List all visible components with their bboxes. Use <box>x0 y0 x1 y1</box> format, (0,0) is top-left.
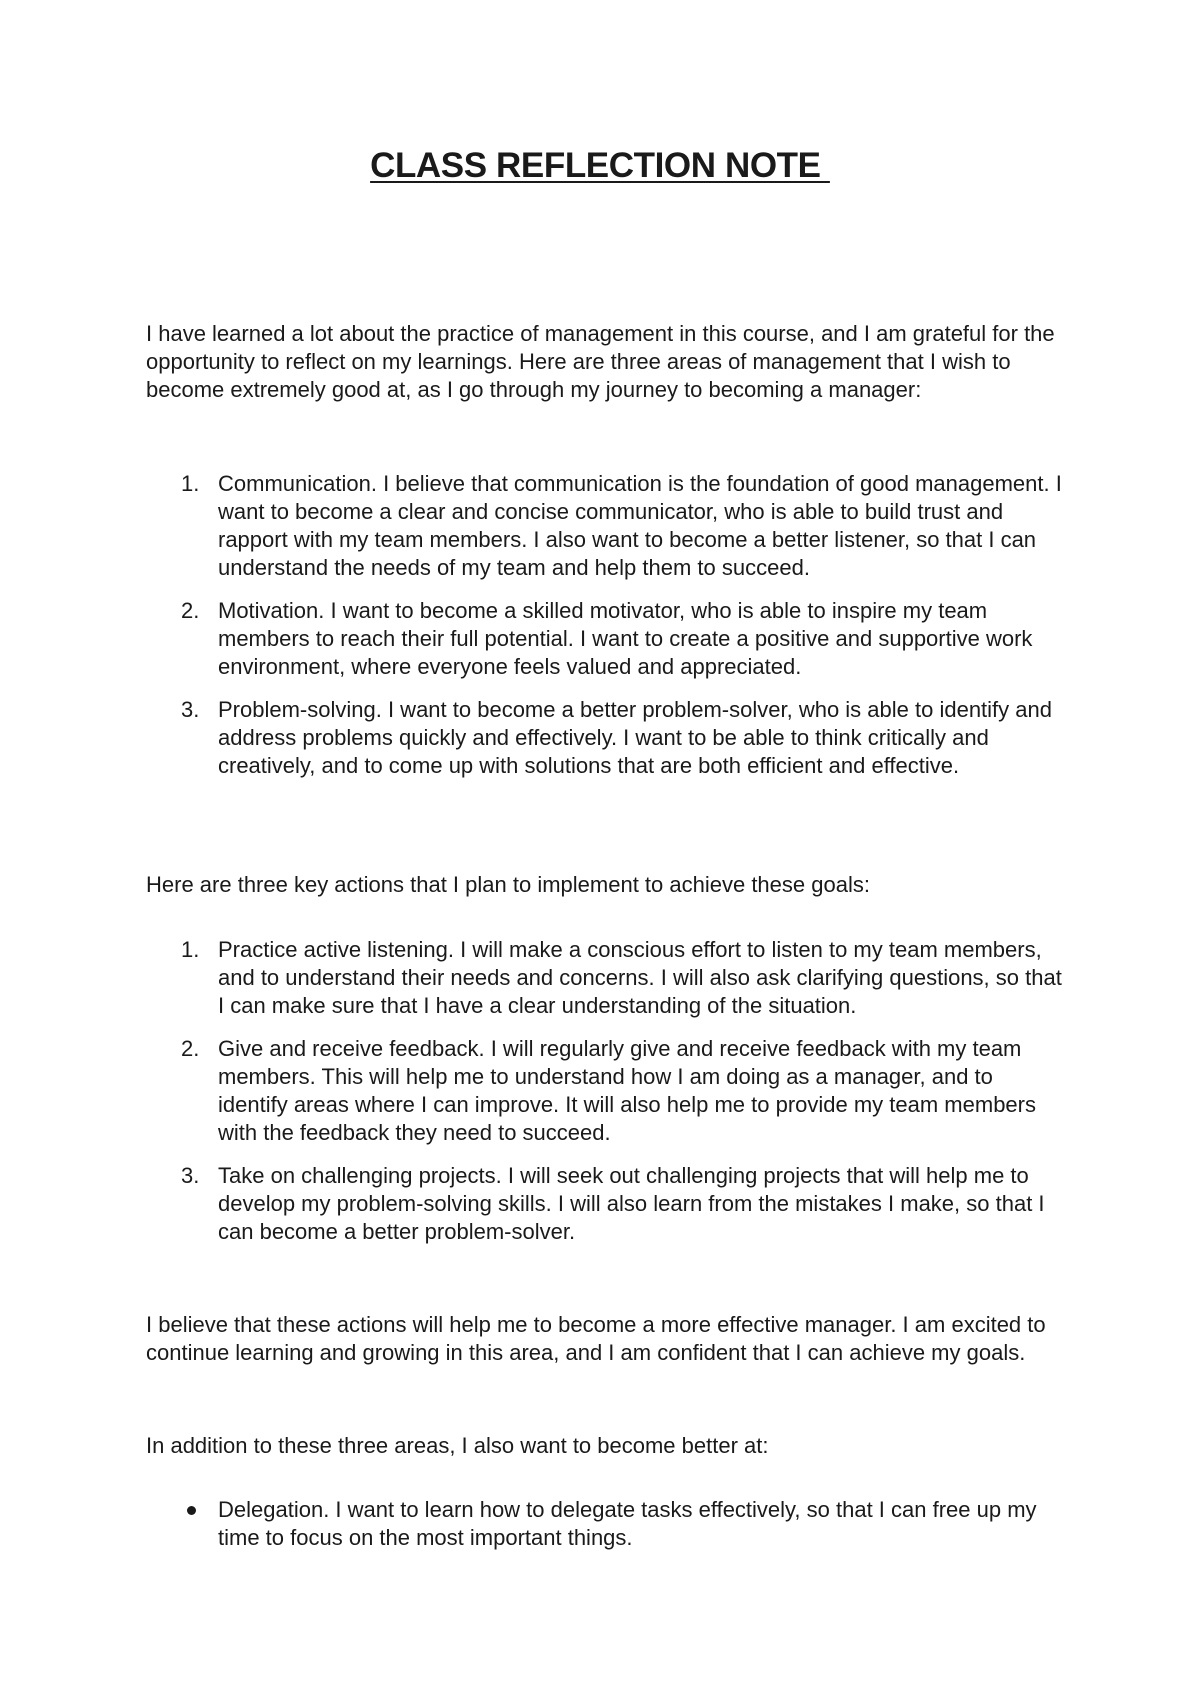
list-item-text: Delegation. I want to learn how to delegate tasks effectively, so that I can free up my time to focus on the most important things. <box>218 1497 1037 1550</box>
list-item-text: Give and receive feedback. I will regularly give and receive feedback with my team members. This will help me to understand how I am doing as a manager, and to identify areas where I can improve. It will also help me to provide my team members with the feedback they need to succeed. <box>218 1036 1036 1145</box>
list-item <box>146 1496 1066 1552</box>
bullet-icon <box>187 1506 196 1515</box>
list-item-text: Motivation. I want to become a skilled motivator, who is able to inspire my team members to reach their full potential. I want to create a positive and supportive work environment, where everyone feels valued and appreciated. <box>218 598 1033 679</box>
document-title: CLASS REFLECTION NOTE <box>370 146 830 185</box>
list-item-text: Practice active listening. I will make a conscious effort to listen to my team members, and to understand their needs and concerns. I will also ask clarifying questions, so that I can make sure that I have a clear understanding of the situation. <box>218 937 1062 1018</box>
list-item-text: Communication. I believe that communication is the foundation of good management. I want to become a clear and concise communicator, who is able to build trust and rapport with my team members. I also want to become a better listener, so that I can understand the needs of my team and help them to succeed. <box>218 471 1062 580</box>
list-item-text: Problem-solving. I want to become a better problem-solver, who is able to identify and address problems quickly and effectively. I want to be able to think critically and creatively, and to come up with solutions that are both efficient and effective. <box>218 697 1052 778</box>
additional-list <box>146 1496 1066 1552</box>
additional-intro-paragraph: In addition to these three areas, I also want to become better at: <box>146 1433 769 1458</box>
list-number: 1. <box>181 471 200 496</box>
areas-list <box>146 470 1066 780</box>
list-item <box>146 470 1066 582</box>
intro-paragraph: I have learned a lot about the practice of management in this course, and I am grateful for the opportunity to reflect on my learnings. Here are three areas of management that I wish to become extremely good at, as I go through my journey to becoming a manager: <box>146 321 1055 402</box>
list-item <box>146 696 1066 780</box>
list-item <box>146 1035 1066 1147</box>
list-number: 2. <box>181 598 200 623</box>
actions-intro-paragraph: Here are three key actions that I plan to implement to achieve these goals: <box>146 872 870 897</box>
list-number: 3. <box>181 697 200 722</box>
list-item <box>146 1162 1066 1246</box>
list-item <box>146 936 1066 1020</box>
list-number: 1. <box>181 937 200 962</box>
conclusion-paragraph: I believe that these actions will help me to become a more effective manager. I am excited to continue learning and growing in this area, and I am confident that I can achieve my goals. <box>146 1312 1046 1365</box>
list-item <box>146 597 1066 681</box>
list-number: 2. <box>181 1036 200 1061</box>
list-number: 3. <box>181 1163 200 1188</box>
actions-list <box>146 936 1066 1246</box>
list-item-text: Take on challenging projects. I will seek out challenging projects that will help me to develop my problem-solving skills. I will also learn from the mistakes I make, so that I can become a better problem-solver. <box>218 1163 1045 1244</box>
